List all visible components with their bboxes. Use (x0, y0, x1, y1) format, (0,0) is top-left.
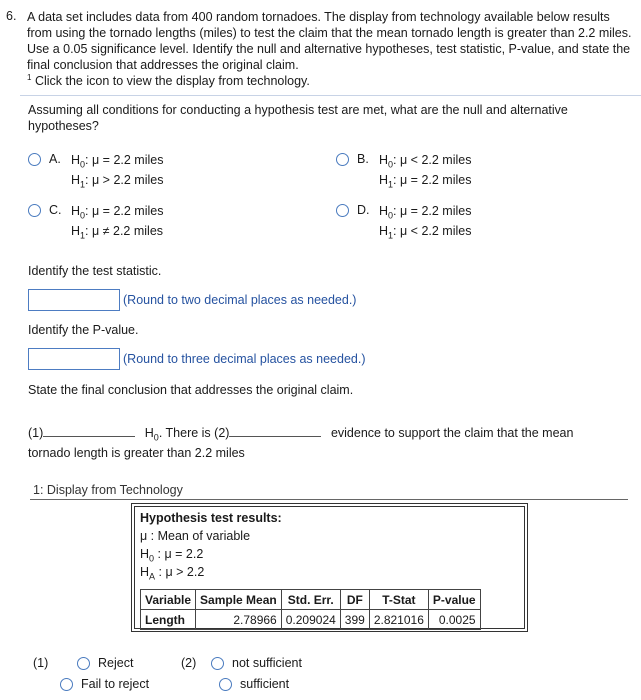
option-a-hypotheses: $H_0$: μ = 2.2 miles $H_1$: μ > 2.2 miles (71, 153, 164, 190)
results-header-row (141, 590, 481, 610)
display-heading: Hypothesis test results: (140, 511, 282, 525)
question-body: A data set includes data from 400 random tornadoes. The display from technology available below results from using the tornado lengths (miles) to test the claim that the mean tornado length is greater than 2.2 miles. Use a 0.05 significance level. Identify the null and alternative hypotheses, test statistic, P-value, and state the final conclusion that addresses the original claim. (27, 10, 632, 72)
results-table (140, 589, 481, 630)
choice-fail-to-reject[interactable] (60, 677, 149, 691)
test-stat-label: Identify the test statistic. (28, 264, 162, 278)
radio-not-sufficient[interactable] (211, 657, 224, 670)
option-letter: A. (49, 152, 61, 166)
choices-1-label: (1) (33, 656, 49, 670)
footnote-marker: 1 (27, 72, 32, 82)
cell-df: 399 (340, 610, 369, 630)
display-h0: $H_0$ : μ = 2.2 (140, 547, 204, 564)
conclusion-line2: tornado length is greater than 2.2 miles (28, 446, 245, 460)
col-df: DF (340, 590, 369, 610)
cell-sample-mean: 2.78966 (196, 610, 282, 630)
blank-2[interactable] (229, 436, 321, 437)
col-sample-mean: Sample Mean (196, 590, 282, 610)
radio-reject[interactable] (77, 657, 90, 670)
choice-sufficient-label: sufficient (240, 677, 290, 691)
divider (20, 95, 641, 96)
option-d[interactable] (336, 203, 471, 241)
col-variable: Variable (141, 590, 196, 610)
technology-display-inner (134, 506, 525, 629)
radio-d[interactable] (336, 204, 349, 217)
test-stat-row (28, 289, 356, 311)
choice-reject[interactable] (77, 656, 133, 670)
choices-2-label: (2) (181, 656, 197, 670)
conclusion-h0: $H_0$ (144, 426, 159, 443)
blank-1[interactable] (43, 436, 135, 437)
cell-t-stat: 2.821016 (369, 610, 428, 630)
option-a[interactable] (28, 152, 163, 190)
conclusion-label: State the final conclusion that addresses the original claim. (28, 383, 354, 397)
conclusion-tail: evidence to support the claim that the mean (330, 426, 574, 440)
cell-variable: Length (141, 610, 196, 630)
question-number: 6. (6, 9, 17, 23)
choice-not-sufficient-label: not sufficient (232, 656, 302, 670)
conclusion-sentence (28, 426, 574, 443)
test-stat-input[interactable] (28, 289, 120, 311)
display-divider (30, 499, 628, 500)
option-d-hypotheses: $H_0$: μ = 2.2 miles $H_1$: μ < 2.2 miles (379, 204, 472, 241)
display-mu-line: μ : Mean of variable (140, 529, 251, 543)
col-std-err: Std. Err. (281, 590, 340, 610)
technology-display (131, 503, 528, 632)
p-value-row (28, 348, 366, 370)
hypotheses-prompt: Assuming all conditions for conducting a hypothesis test are met, what are the null and alternative hypotheses? (28, 103, 568, 133)
choice-fail-to-reject-label: Fail to reject (81, 677, 150, 691)
radio-b[interactable] (336, 153, 349, 166)
blank-2-label: (2) (214, 426, 230, 440)
option-c[interactable] (28, 203, 163, 241)
question-text (27, 9, 637, 89)
option-letter: B. (357, 152, 369, 166)
test-stat-note: (Round to two decimal places as needed.) (123, 293, 357, 307)
option-b-hypotheses: $H_0$: μ < 2.2 miles $H_1$: μ = 2.2 miles (379, 153, 472, 190)
radio-c[interactable] (28, 204, 41, 217)
col-t-stat: T-Stat (369, 590, 428, 610)
col-p-value: P-value (428, 590, 480, 610)
choice-reject-label: Reject (98, 656, 134, 670)
radio-fail-to-reject[interactable] (60, 678, 73, 691)
cell-std-err: 0.209024 (281, 610, 340, 630)
p-value-input[interactable] (28, 348, 120, 370)
display-ha: $H_A$ : μ > 2.2 (140, 565, 205, 582)
choice-not-sufficient[interactable] (211, 656, 302, 670)
option-c-hypotheses: $H_0$: μ = 2.2 miles $H_1$: μ ≠ 2.2 miles (71, 204, 164, 241)
p-value-label: Identify the P-value. (28, 323, 139, 337)
radio-sufficient[interactable] (219, 678, 232, 691)
cell-p-value: 0.0025 (428, 610, 480, 630)
choice-sufficient[interactable] (219, 677, 289, 691)
option-letter: D. (357, 203, 370, 217)
display-section-title: 1: Display from Technology (33, 483, 183, 497)
footnote-link[interactable]: Click the icon to view the display from technology. (34, 74, 310, 88)
option-letter: C. (49, 203, 62, 217)
option-b[interactable] (336, 152, 471, 190)
p-value-note: (Round to three decimal places as needed.) (123, 352, 366, 366)
blank-1-label: (1) (28, 426, 44, 440)
conclusion-mid: . There is (158, 426, 211, 440)
radio-a[interactable] (28, 153, 41, 166)
table-row (141, 610, 481, 630)
